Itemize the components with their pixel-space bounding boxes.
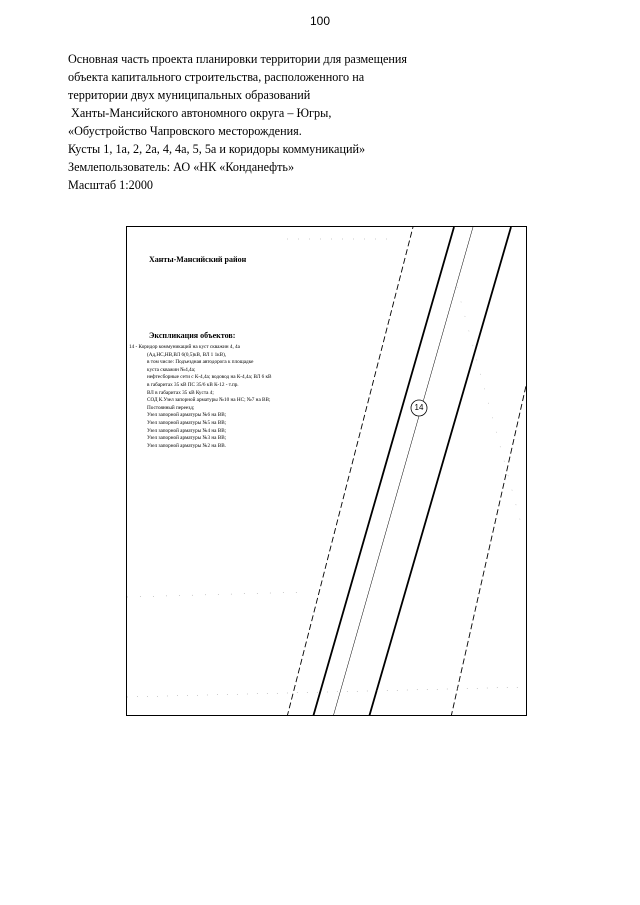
legend-item: Узел запорной арматуры №4 на ВВ; [147, 427, 227, 434]
map-scale: Масштаб 1:2000 [68, 178, 154, 192]
legend-item: ВЛ в габаритах 35 кВ Куста 4; [147, 389, 214, 396]
boundary-dashed-line [451, 377, 527, 716]
document-header [68, 50, 568, 194]
header-line: Ханты-Мансийского автономного округа – Югры, [68, 106, 332, 120]
legend-item: нефтесборные сети с К-4,4а; водовод на К-4,4а; ВЛ 6 кВ [147, 374, 272, 381]
legend-item: в габаритах 35 кВ ПС 35/6 кВ К-12 - т.пр. [147, 381, 239, 388]
map-drawing [127, 227, 527, 716]
header-line: территории двух муниципальных образований [68, 88, 311, 102]
object-marker-label: 14 [414, 403, 424, 412]
legend-item: СОД К.Узел запорной арматуры №10 на НС; №7 на ВВ; [147, 397, 271, 404]
legend-item: Узел запорной арматуры №3 на ВВ; [147, 435, 227, 442]
land-user: Землепользователь: АО «НК «Конданефть» [68, 160, 295, 174]
terrain-dotted-line [127, 592, 307, 597]
legend-item: Узел запорной арматуры №6 на ВВ; [147, 412, 227, 419]
page-number: 100 [309, 14, 331, 28]
legend-item: (Ад,НС,НВ,ВЛ 6(0,5)кВ, ВЛ 1 1кВ), [147, 351, 227, 358]
header-line: Основная часть проекта планировки территории для размещения [68, 52, 408, 66]
legend-item: Узел запорной арматуры №2 на ВВ. [147, 442, 226, 449]
header-line: объекта капитального строительства, расположенного на [68, 70, 365, 84]
terrain-dotted-line [457, 287, 522, 527]
corridor-line [369, 227, 511, 716]
terrain-dotted-line [127, 687, 527, 697]
legend-item: Постоянный переезд; [147, 404, 195, 411]
legend-item: 14 - Коридор коммуникаций на куст скважин 4, 4а [129, 344, 240, 350]
legend-list [129, 344, 272, 450]
header-line: Кусты 1, 1а, 2, 2а, 4, 4а, 5, 5а и коридоры коммуникаций» [68, 142, 366, 156]
legend-item: куста скважин №4,4а; [147, 366, 196, 373]
district-label: Ханты-Мансийский район [149, 255, 247, 264]
planning-map [126, 226, 527, 716]
legend-title: Экспликация объектов: [149, 331, 236, 340]
corridor-line [313, 227, 454, 716]
header-line: «Обустройство Чапровского месторождения. [68, 124, 302, 138]
legend-item: Узел запорной арматуры №5 на ВВ; [147, 419, 227, 426]
boundary-dashed-line [287, 227, 413, 716]
corridor-axis-line [333, 227, 473, 716]
legend-item: в том числе: Подъездная автодорога к площадке [147, 359, 254, 366]
